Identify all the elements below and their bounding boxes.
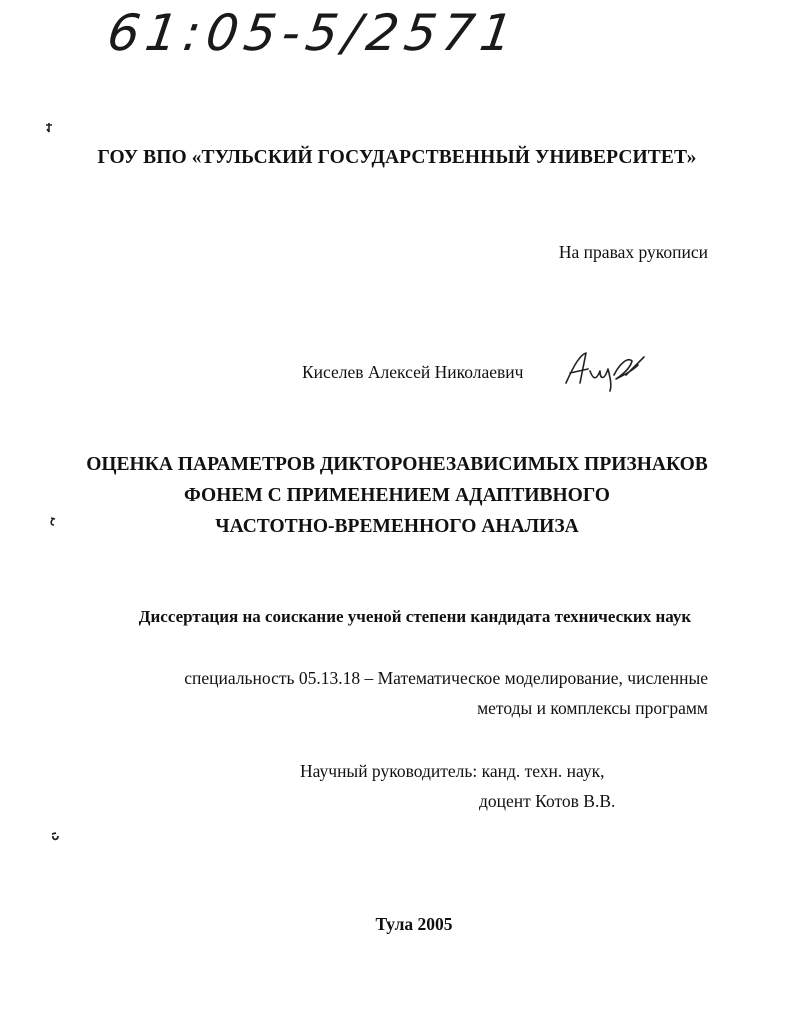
specialty-line-2: методы и комплексы программ bbox=[477, 698, 708, 718]
scan-speck-icon bbox=[44, 122, 54, 134]
scan-speck-icon bbox=[50, 830, 60, 842]
specialty-line-1: специальность 05.13.18 – Математическое моделирование, численные bbox=[184, 668, 708, 688]
scan-speck-icon bbox=[48, 515, 58, 527]
title-line-2: ФОНЕМ С ПРИМЕНЕНИЕМ АДАПТИВНОГО bbox=[184, 485, 610, 506]
manuscript-rights-note: На правах рукописи bbox=[558, 242, 708, 262]
author-signature bbox=[560, 345, 650, 395]
archive-code-handwritten: 61:05-5/2571 bbox=[103, 4, 523, 62]
author-name: Киселев Алексей Николаевич bbox=[302, 362, 524, 382]
title-line-1: ОЦЕНКА ПАРАМЕТРОВ ДИКТОРОНЕЗАВИСИМЫХ ПРИЗНАКОВ bbox=[86, 454, 708, 475]
advisor-line-1: Научный руководитель: канд. техн. наук, bbox=[300, 761, 605, 781]
advisor-line-2: доцент Котов В.В. bbox=[479, 791, 616, 811]
degree-statement: Диссертация на соискание ученой степени кандидата технических наук bbox=[138, 607, 692, 626]
dissertation-title bbox=[0, 449, 794, 542]
title-line-3: ЧАСТОТНО-ВРЕМЕННОГО АНАЛИЗА bbox=[215, 516, 579, 537]
university-name: ГОУ ВПО «ТУЛЬСКИЙ ГОСУДАРСТВЕННЫЙ УНИВЕРСИТЕТ» bbox=[97, 147, 697, 168]
city-year: Тула 2005 bbox=[375, 914, 453, 934]
